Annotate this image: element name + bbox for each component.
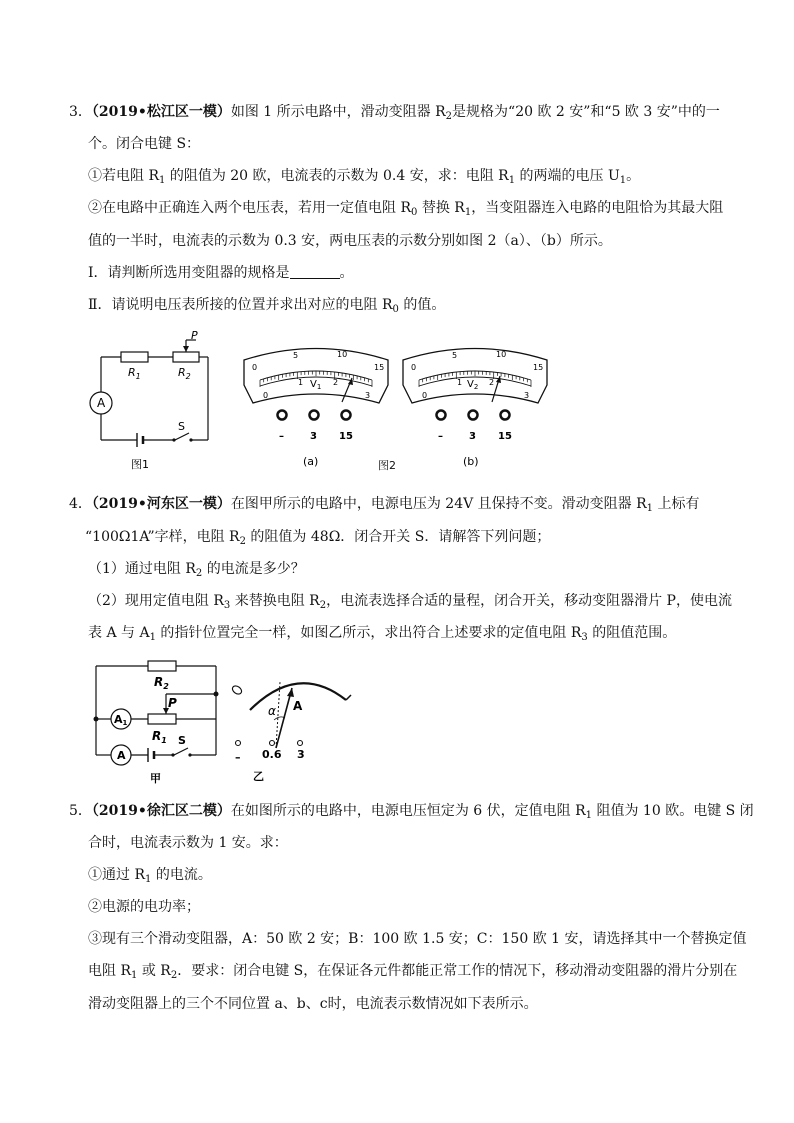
q5-number: 5．	[69, 803, 92, 819]
q5-line-5: ③现有三个滑动变阻器，A：50 欧 2 安；B：100 欧 1.5 安；C：150 欧 1 安，请选择其中一个替换定值	[88, 931, 747, 947]
q4-line-5: 表 A 与 $A_1$ 的指针位置完全一样，如图乙所示，求出符合上述要求的定值电阻 $R_3$ 的阻值范围。	[88, 625, 677, 643]
caption-a: (a)	[303, 455, 319, 468]
svg-text:15: 15	[533, 363, 544, 372]
svg-text:–: –	[438, 431, 443, 442]
svg-text:2: 2	[333, 378, 339, 387]
switch-s-label: S	[178, 420, 185, 433]
v2-label: $V_2$	[467, 379, 479, 391]
svg-text:–: –	[235, 751, 241, 764]
q4-line-4: （2）现用定值电阻 $R_3$ 来替换电阻 $R_2$，电流表选择合适的量程，闭合开关，移动变阻器滑片 P，使电流	[88, 593, 732, 611]
ammeter-a1-label: A1	[114, 713, 128, 727]
r2-label: $R_2$	[154, 675, 169, 691]
svg-text:0: 0	[411, 363, 417, 372]
svg-text:10: 10	[496, 350, 507, 359]
terminal-15	[501, 411, 510, 420]
q3-line-7: Ⅱ．请说明电压表所接的位置并求出对应的电阻 $R_0$ 的值。	[88, 297, 446, 315]
figure-jia-circuit	[88, 652, 228, 787]
answer-blank[interactable]	[290, 264, 340, 279]
q5-line-2: 合时，电流表示数为 1 安。求：	[88, 835, 288, 851]
svg-text:1: 1	[298, 378, 304, 387]
terminal-15	[342, 411, 351, 420]
q4-number: 4．	[69, 496, 92, 512]
terminal-minus	[278, 411, 287, 420]
figure-2-caption: 图2	[378, 459, 396, 472]
q5-line-7: 滑动变阻器上的三个不同位置 a、b、c时，电流表示数情况如下表所示。	[88, 996, 538, 1012]
svg-text:–: –	[279, 431, 284, 442]
r2-label: $R_2$	[178, 366, 191, 381]
svg-text:1: 1	[457, 378, 463, 387]
svg-text:10: 10	[337, 350, 348, 359]
q3-line-2: 个。闭合电键 S：	[88, 136, 201, 152]
svg-text:3: 3	[365, 391, 371, 400]
q3-number: 3．	[69, 104, 92, 120]
q5-source: （2019•徐汇区二模）	[91, 803, 231, 819]
slider-p-label: P	[168, 696, 177, 710]
q4-source: （2019•河东区一模）	[91, 496, 231, 512]
svg-text:3: 3	[524, 391, 530, 400]
svg-text:5: 5	[452, 351, 458, 360]
r1-label: $R_1$	[128, 366, 141, 381]
svg-text:5: 5	[293, 351, 299, 360]
v1-label: $V_1$	[310, 379, 322, 391]
voltmeter-b	[397, 340, 557, 478]
svg-text:3: 3	[469, 431, 476, 442]
svg-text:15: 15	[339, 431, 353, 442]
slider-p-label: P	[191, 330, 198, 342]
svg-text:15: 15	[498, 431, 512, 442]
q3-line-4: ②在电路中正确连入两个电压表，若用一定值电阻 $R_0$ 替换 $R_1$，当变阻器连入电路的电阻恰为其最大阻	[88, 200, 724, 218]
terminal-3	[469, 411, 478, 420]
meter-needle	[276, 688, 292, 748]
angle-alpha: α	[268, 704, 276, 718]
q3-line-5: 值的一半时，电流表的示数为 0.3 安，两电压表的示数分别如图 2（a）、（b）所示。	[88, 233, 612, 249]
q3-line-1: 3．（2019•松江区一模）如图 1 所示电路中，滑动变阻器 $R_2$是规格为“20 欧 2 安”和“5 欧 3 安”中的一	[69, 104, 720, 122]
ammeter-a-label: A	[117, 749, 126, 762]
resistor-r1	[121, 352, 148, 362]
svg-text:15: 15	[374, 363, 385, 372]
svg-text:0: 0	[252, 363, 258, 372]
q5-line-1: 5．（2019•徐汇区二模）在如图所示的电路中，电源电压恒定为 6 伏，定值电阻 $R_1$ 阻值为 10 欧。电键 S 闭	[69, 803, 754, 821]
ammeter-a-label: A	[97, 396, 106, 410]
switch-s-label: S	[178, 734, 186, 747]
resistor-r2	[148, 661, 176, 671]
svg-text:0: 0	[422, 391, 428, 400]
svg-text:0.6: 0.6	[262, 748, 282, 761]
svg-text:3: 3	[310, 431, 317, 442]
q3-source: （2019•松江区一模）	[91, 104, 231, 120]
figure-yi-caption: 乙	[253, 770, 264, 783]
svg-text:0: 0	[263, 391, 269, 400]
rheostat-r2	[173, 352, 199, 362]
terminal-3	[310, 411, 319, 420]
figure-jia-caption: 甲	[150, 772, 161, 785]
caption-b: (b)	[463, 455, 479, 468]
q3-line-3: ①若电阻 $R_1$ 的阻值为 20 欧，电流表的示数为 0.4 安，求：电阻 $R_1$ 的两端的电压 $U_1$。	[88, 168, 641, 186]
figure-1-caption: 图1	[131, 458, 149, 471]
q4-line-2: “100Ω1A”字样，电阻 $R_2$ 的阻值为 48Ω．闭合开关 S．请解答下列问题；	[85, 529, 551, 547]
rheostat-r1	[148, 714, 176, 724]
svg-text:2: 2	[489, 378, 495, 387]
q4-line-3: （1）通过电阻 $R_2$ 的电流是多少？	[88, 561, 305, 579]
q5-line-6: 电阻 $R_1$ 或 $R_2$．要求：闭合电键 S，在保证各元件都能正常工作的情况下，移动滑动变阻器的滑片分别在	[88, 963, 738, 981]
q4-line-1: 4．（2019•河东区一模）在图甲所示的电路中，电源电压为 24V 且保持不变。滑动变阻器 $R_1$ 上标有	[69, 496, 700, 514]
meter-a-label: A	[293, 699, 303, 713]
q5-line-4: ②电源的电功率；	[88, 899, 200, 915]
voltmeter-a	[238, 340, 398, 478]
q5-line-3: ①通过 $R_1$ 的电流。	[88, 867, 212, 885]
q3-line-6: Ⅰ．请判断所选用变阻器的规格是 。	[88, 265, 354, 281]
figure-yi-ammeter	[228, 668, 358, 788]
r1-label: $R_1$	[152, 729, 167, 745]
figure-1-circuit	[88, 330, 218, 480]
svg-text:3: 3	[297, 748, 305, 761]
terminal-minus	[437, 411, 446, 420]
